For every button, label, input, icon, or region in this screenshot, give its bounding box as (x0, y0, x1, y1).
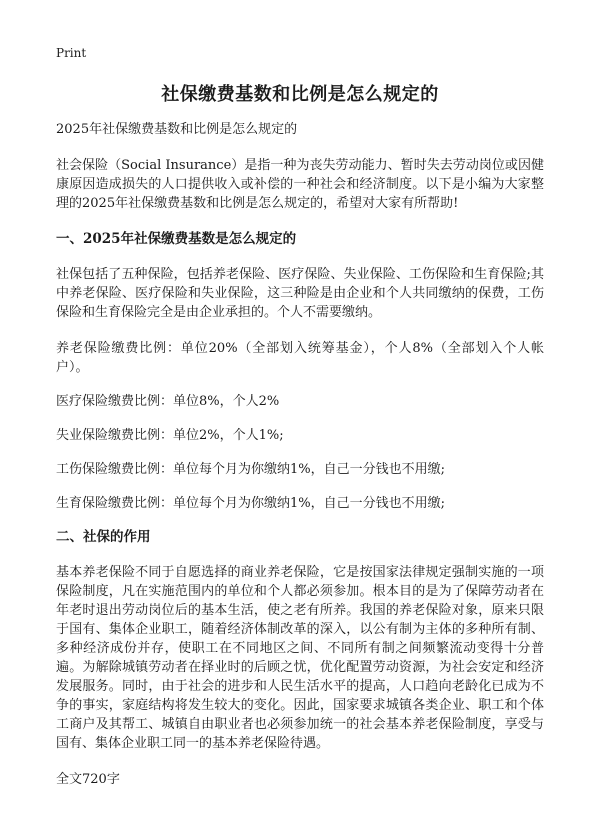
section1-paragraph: 社保包括了五种保险，包括养老保险、医疗保险、失业保险、工伤保险和生育保险;其中养老保险、医疗保险和失业保险，这三种险是由企业和个人共同缴纳的保费，工伤保险和生育保险完全是由企业承担的。个人不需要缴纳。 (56, 267, 544, 320)
section-heading-2: 二、社保的作用 (56, 529, 151, 545)
pension-rate-item: 养老保险缴费比例：单位20%（全部划入统筹基金），个人8%（全部划入个人帐户）。 (56, 341, 544, 375)
article-subtitle: 2025年社保缴费基数和比例是怎么规定的 (56, 122, 298, 137)
article-body (56, 120, 544, 806)
medical-rate-item: 医疗保险缴费比例：单位8%，个人2% (56, 394, 280, 409)
section2-paragraph: 基本养老保险不同于自愿选择的商业养老保险，它是按国家法律规定强制实施的一项保险制度，凡在实施范围内的单位和个人都必须参加。根本目的是为了保障劳动者在年老时退出劳动岗位后的基本生活，使之老有所养。我国的养老保险对象，原来只限于国有、集体企业职工，随着经济体制改革的深入，以公有制为主体的多种所有制、多种经济成份并存，使职工在不同地区之间、不同所有制之间频繁流动变得十分普遍。为解除城镇劳动者在择业时的后顾之忧，优化配置劳动资源，为社会安定和经济发展服务。同时，由于社会的进步和人民生活水平的提高，人口趋向老龄化已成为不争的事实，家庭结构将发生较大的变化。因此，国家要求城镇各类企业、职工和个体工商户及其帮工、城镇自由职业者也必须参加统一的社会基本养老保险制度，享受与国有、集体企业职工同一的基本养老保险待遇。 (56, 565, 544, 751)
maternity-rate-item: 生育保险缴费比例：单位每个月为你缴纳1%，自己一分钱也不用缴; (56, 496, 446, 511)
page-title: 社保缴费基数和比例是怎么规定的 (161, 84, 439, 105)
print-link[interactable]: Print (56, 46, 87, 60)
unemployment-rate-item: 失业保险缴费比例：单位2%，个人1%; (56, 428, 284, 443)
intro-paragraph: 社会保险（Social Insurance）是指一种为丧失劳动能力、暂时失去劳动岗位或因健康原因造成损失的人口提供收入或补偿的一种社会和经济制度。以下是小编为大家整理的2025年社保缴费基数和比例是怎么规定的，希望对大家有所帮助! (56, 158, 544, 211)
word-count: 全文720字 (56, 772, 120, 787)
injury-rate-item: 工伤保险缴费比例：单位每个月为你缴纳1%，自己一分钱也不用缴; (56, 462, 446, 477)
section-heading-1: 一、2025年社保缴费基数是怎么规定的 (56, 231, 297, 247)
